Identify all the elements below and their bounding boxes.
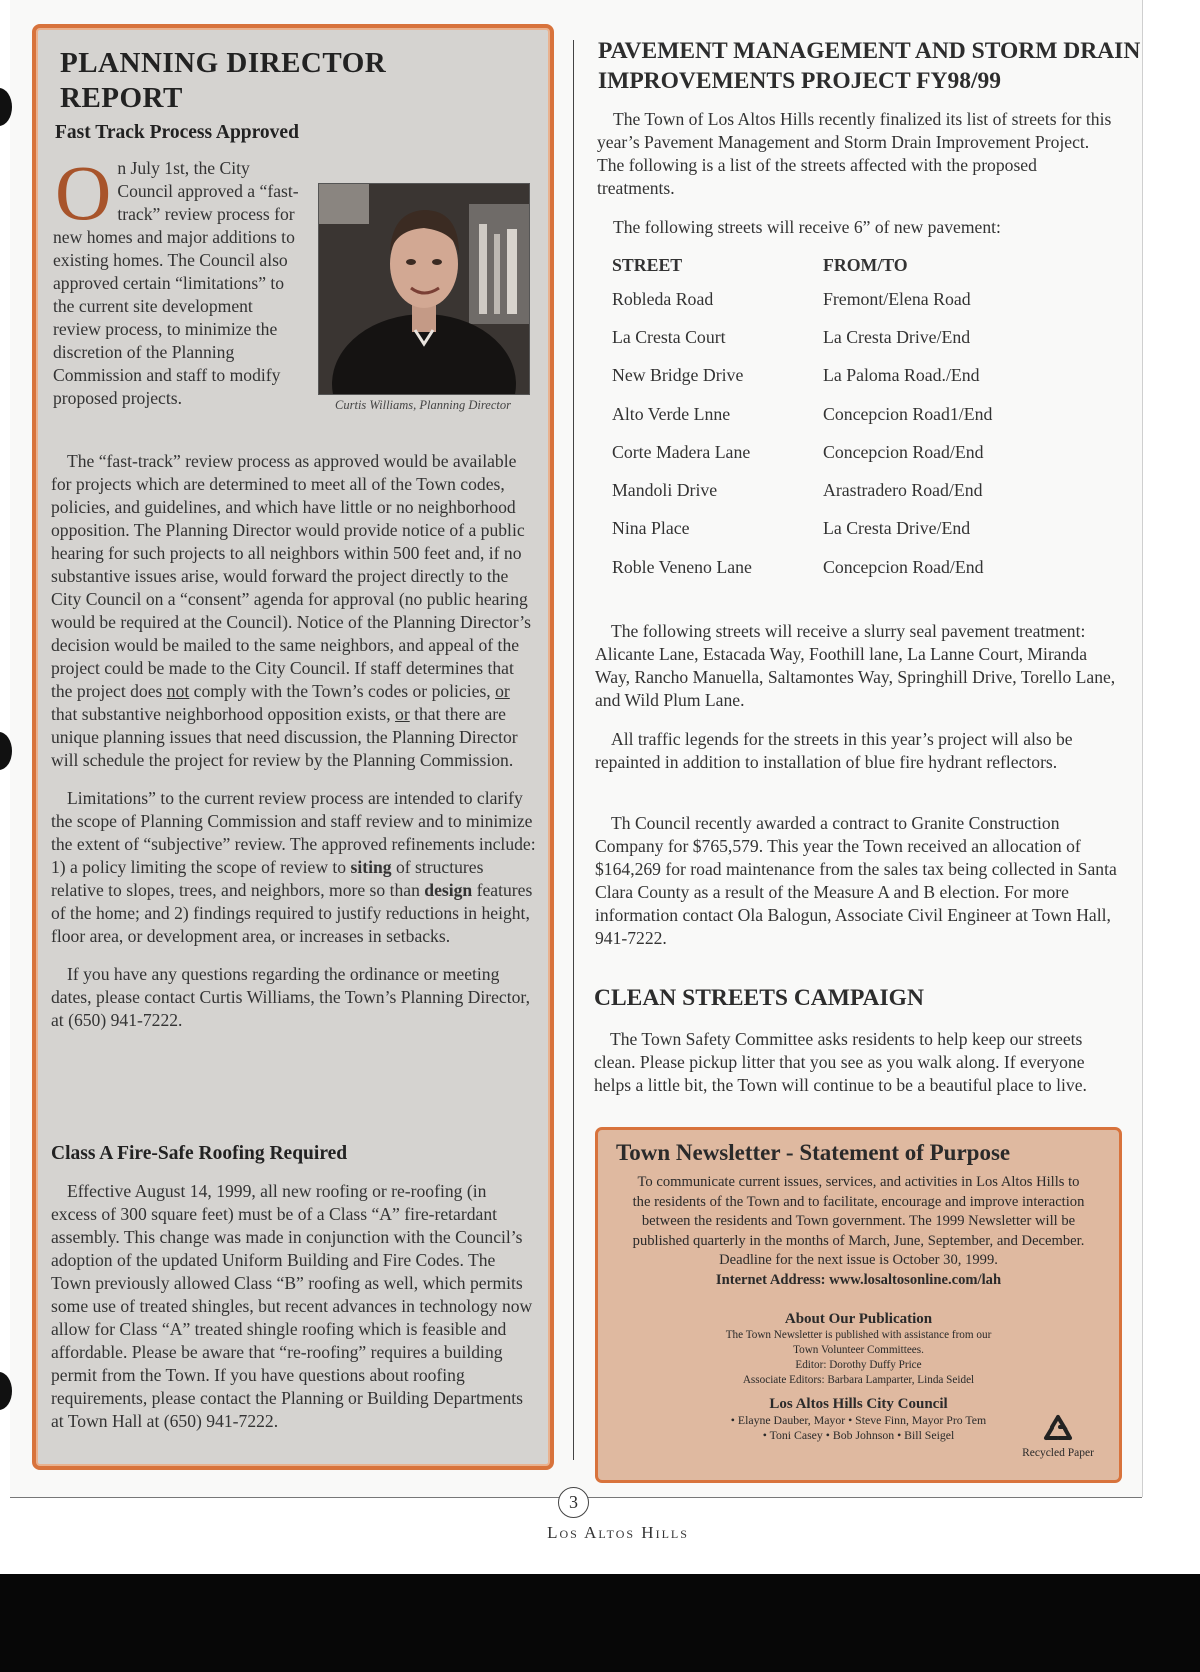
portrait-image xyxy=(319,184,529,394)
statement-of-purpose-box xyxy=(595,1127,1122,1483)
intro-text: n July 1st, the City Council approved a “fast-track” review process for new homes and major additions to existing homes. The Council also approved certain “limitations” to the current site development review process, to minimize the discretion of the Planning Commission and staff to modify proposed projects. xyxy=(53,158,299,408)
table-row: Mandoli Drive Arastradero Road/End xyxy=(612,480,983,501)
limitations-paragraph: Limitations” to the current review process are intended to clarify the scope of Planning Commission and staff review and to minimize the extent of “subjective” review. The approved refinements include: 1) a policy limiting the scope of review to siting of structures relative to slopes, trees, and neighbors, more so than design features of the home; and 2) findings required to justify reductions in height, floor area, or development area, or increases in setbacks. xyxy=(51,788,536,946)
roofing-subtitle: Class A Fire-Safe Roofing Required xyxy=(51,1143,348,1164)
about-publication-heading: About Our Publication xyxy=(784,1310,933,1327)
clean-streets-paragraph: The Town Safety Committee asks residents to help keep our streets clean. Please pickup litter that you see as you walk along. If everyone helps a little bit, the Town will continue to be a beautiful place to live. xyxy=(594,1029,1087,1095)
column-divider xyxy=(573,40,574,1460)
streets-table xyxy=(612,250,992,586)
purpose-title: Town Newsletter - Statement of Purpose xyxy=(616,1140,1011,1165)
table-row: Nina Place La Cresta Drive/End xyxy=(612,518,971,539)
table-row: Robleda Road Fremont/Elena Road xyxy=(612,288,971,309)
director-photo xyxy=(318,183,530,395)
pavement-lead: The following streets will receive 6” of new pavement: xyxy=(613,217,1001,237)
scan-border xyxy=(0,1574,1200,1672)
fromto-column-header: FROM/TO xyxy=(823,254,908,275)
table-row: Alto Verde Lnne Concepcion Road1/End xyxy=(612,403,993,424)
deadline-text: Deadline for the next issue is October 30, 1999. xyxy=(719,1252,998,1269)
page-number: 3 xyxy=(558,1487,589,1518)
contract-paragraph: Th Council recently awarded a contract to Granite Construction Company for $765,579. This year the Town received an allocation of $164,269 for road maintenance from the sales tax being collected in Santa Clara County as a result of the Measure A and B election. For more information contact Ola Balogun, Associate Civil Engineer at Town Hall, 941-7222. xyxy=(595,813,1117,948)
drop-cap: O xyxy=(55,149,112,236)
about-line: The Town Newsletter is published with assistance from our xyxy=(725,1328,992,1341)
slurry-paragraph: The following streets will receive a slurry seal pavement treatment: Alicante Lane, Estacada Way, Foothill lane, La Lanne Court, Miranda Way, Rancho Manuella, Saltamontes Way, Springhill Drive, Torello Lane, and Wild Plum Lane. xyxy=(595,621,1116,710)
street-column-header: STREET xyxy=(612,254,683,275)
city-council-heading: Los Altos Hills City Council xyxy=(769,1395,948,1412)
recycle-icon xyxy=(1041,1414,1075,1444)
photo-caption: Curtis Williams, Planning Director xyxy=(335,398,511,412)
about-line: Town Volunteer Committees. xyxy=(793,1343,924,1356)
recycled-paper-label: Recycled Paper xyxy=(1022,1447,1094,1459)
table-row: La Cresta Court La Cresta Drive/End xyxy=(612,326,971,347)
council-members-line: • Toni Casey • Bob Johnson • Bill Seigel xyxy=(762,1427,955,1442)
questions-paragraph: If you have any questions regarding the ordinance or meeting dates, please contact Curtis Williams, the Town’s Planning Director, at (650) 941-7222. xyxy=(51,964,530,1030)
editor-line: Editor: Dorothy Duffy Price xyxy=(795,1358,922,1371)
legends-paragraph: All traffic legends for the streets in this year’s project will also be repainted in addition to installation of blue fire hydrant reflectors. xyxy=(595,729,1073,772)
internet-address: Internet Address: www.losaltosonline.com/lah xyxy=(715,1271,1002,1288)
roofing-paragraph: Effective August 14, 1999, all new roofing or re-roofing (in excess of 300 square feet) must be of a Class “A” fire-retardant assembly. This change was made in conjunction with the Council’s adoption of the updated Uniform Building and Fire Codes. The Town previously allowed Class “B” roofing as well, which permits some use of treated shingles, but recent advances in technology now allow for Class “A” treated shingle roofing which is feasible and affordable. Please be aware that “re-roofing” requires a building permit from the Town. If you have questions about roofing requirements, please contact the Planning or Building Departments at Town Hall at (650) 941-7222. xyxy=(51,1181,533,1431)
fast-track-body xyxy=(51,450,536,1047)
footer-town-name: Los Altos Hills xyxy=(547,1523,689,1542)
associate-editors-line: Associate Editors: Barbara Lamparter, Linda Seidel xyxy=(742,1373,975,1386)
recycled-paper-mark xyxy=(1013,1414,1103,1459)
planning-report-title: PLANNING DIRECTOR REPORT xyxy=(60,47,387,114)
streets-table-header xyxy=(612,250,992,280)
table-row: Corte Madera Lane Concepcion Road/End xyxy=(612,441,984,462)
council-members-line: • Elayne Dauber, Mayor • Steve Finn, Mayor Pro Tem xyxy=(730,1412,987,1427)
intro-paragraph xyxy=(53,149,303,410)
pavement-title: PAVEMENT MANAGEMENT AND STORM DRAIN IMPROVEMENTS PROJECT FY98/99 xyxy=(598,38,1141,94)
table-row: New Bridge Drive La Paloma Road./End xyxy=(612,365,980,386)
table-row: Roble Veneno Lane Concepcion Road/End xyxy=(612,556,984,577)
purpose-text: To communicate current issues, services, and activities in Los Altos Hills to the residents of the Town and to facilitate, encourage and improve interaction between the residents and Town government. The 1999 Newsletter will be published quarterly in the months of March, June, September, and December. Deadline for the next issue is October 30, 1999. Internet Address: www.losaltosonline.com/lah xyxy=(629,1173,1089,1291)
pavement-intro: The Town of Los Altos Hills recently finalized its list of streets for this year’s Pavement Management and Storm Drain Improvement Project. The following is a list of the streets affected with the proposed treatments. xyxy=(597,109,1112,198)
roofing-body xyxy=(51,1180,536,1448)
fast-track-paragraph: The “fast-track” review process as approved would be available for projects which are determined to meet all of the Town codes, policies, and guidelines, and which have little or no neighborhood opposition. The Planning Director would provide notice of a public hearing for such projects to all neighbors within 500 feet and, if no substantive issues arise, would forward the project directly to the City Council on a “consent” agenda for approval (no public hearing would be required at the Council). Notice of the Planning Director’s decision would be mailed to the same neighbors, and appeal of the project could be made to the City Council. If staff determines that the project does not comply with the Town’s codes or policies, or that substantive neighborhood opposition exists, or that there are unique planning issues that need discussion, the Planning Director will schedule the project for review by the Planning Commission. xyxy=(51,451,531,770)
fast-track-subtitle: Fast Track Process Approved xyxy=(55,122,299,143)
clean-streets-title: CLEAN STREETS CAMPAIGN xyxy=(594,985,924,1011)
